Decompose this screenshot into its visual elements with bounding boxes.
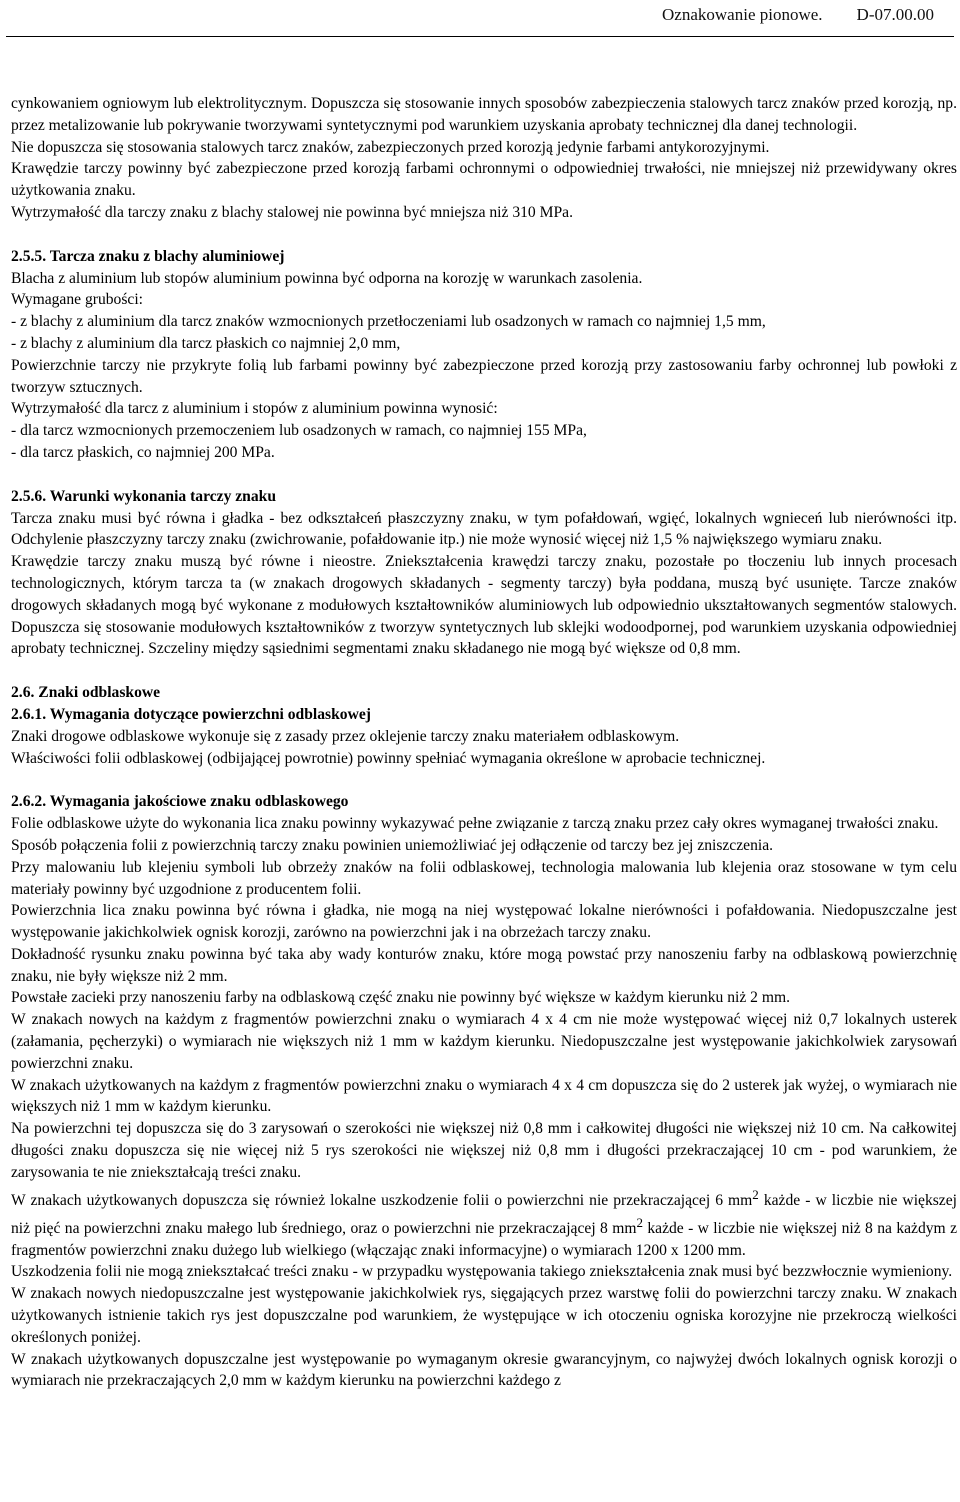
paragraph: Wytrzymałość dla tarcz z aluminium i stopów z aluminium powinna wynosić: xyxy=(11,400,498,418)
section-heading: 2.5.5. Tarcza znaku z blachy aluminiowej xyxy=(11,247,285,265)
paragraph: Nie dopuszcza się stosowania stalowych tarcz znaków, zabezpieczonych przed korozją jedynie farbami antykorozyjnymi. xyxy=(11,138,770,156)
paragraph: W znakach nowych niedopuszczalne jest występowanie jakichkolwiek rys, sięgających przez warstwę folii do powierzchni tarczy znaku. W znakach użytkowanych istnienie takich rys jest dopuszczalne pod warunkiem, że występujące w ich otoczeniu ogniska korozyjne nie przekroczą wielkości określonych poniżej. xyxy=(11,1285,957,1346)
paragraph: Blacha z aluminium lub stopów aluminium powinna być odporna na korozję w warunkach zasolenia. xyxy=(11,269,643,287)
paragraph: W znakach nowych na każdym z fragmentów powierzchni znaku o wymiarach 4 x 4 cm nie może występować więcej niż 0,7 lokalnych usterek (załamania, pęcherzyki) o wymiarach nie większych niż 1 mm w każdym kierunku. Niedopuszczalne jest występowanie jakichkolwiek zarysowań powierzchni znaku. xyxy=(11,1011,957,1072)
list-item: - z blachy z aluminium dla tarcz znaków wzmocnionych przetłoczeniami lub osadzonych w ramach co najmniej 1,5 mm, xyxy=(11,313,766,331)
paragraph: Sposób połączenia folii z powierzchnią tarczy znaku powinien uniemożliwiać jej odłączenie od tarczy bez jej zniszczenia. xyxy=(11,836,774,854)
paragraph: Wymagane grubości: xyxy=(11,291,143,309)
list-item: - dla tarcz wzmocnionych przemoczeniem lub osadzonych w ramach, co najmniej 155 MPa, xyxy=(11,422,587,440)
paragraph: Właściwości folii odblaskowej (odbijającej powrotnie) powinny spełniać wymagania określone w aprobacie technicznej. xyxy=(11,749,766,767)
section-heading: 2.5.6. Warunki wykonania tarczy znaku xyxy=(11,487,277,505)
superscript: 2 xyxy=(636,1214,643,1230)
paragraph: cynkowaniem ogniowym lub elektrolitycznym. Dopuszcza się stosowanie innych sposobów zabezpieczenia stalowych tarcz znaków przed korozją, np. przez metalizowanie lub pokrywanie tworzywami syntetycznymi pod warunkiem uzyskania aprobaty technicznej dla danej technologii. xyxy=(11,95,957,134)
paragraph: Na powierzchni tej dopuszcza się do 3 zarysowań o szerokości nie większej niż 0,8 mm i całkowitej długości nie większej niż 10 cm. Na całkowitej długości znaku dopuszcza się nie więcej niż 5 rys szerokości nie większej niż 0,8 mm i długości przekraczającej 10 cm - pod warunkiem, że zarysowania te nie zniekształcają treści znaku. xyxy=(11,1120,957,1181)
paragraph: Uszkodzenia folii nie mogą zniekształcać treści znaku - w przypadku występowania takiego zniekształcenia znak musi być bezzwłocznie wymieniony. xyxy=(11,1263,953,1281)
paragraph: Tarcza znaku musi być równa i gładka - bez odkształceń płaszczyzny znaku, w tym pofałdowań, wgięć, lokalnych wgnieceń lub nierówności itp. Odchylenie płaszczyzny tarczy znaku (zwichrowanie, pofałdowanie itp.) nie może wynosić więcej niż 1,5 % największego wymiaru znaku. xyxy=(11,509,957,549)
paragraph: W znakach użytkowanych dopuszczalne jest występowanie po wymaganym okresie gwarancyjnym, co najwyżej dwóch lokalnych ognisk korozji o wymiarach nie przekraczających 2,0 mm w każdym kierunku na powierzchni każdego z xyxy=(11,1350,957,1390)
paragraph: Dokładność rysunku znaku powinna być taka aby wady konturów znaku, które mogą powstać przy nanoszeniu farby na odblaskową powierzchnię znaku, nie były większe niż 2 mm. xyxy=(11,945,957,985)
section-heading: 2.6. Znaki odblaskowe xyxy=(11,684,161,702)
paragraph: Krawędzie tarczy powinny być zabezpieczone przed korozją farbami ochronnymi o odpowiedniej trwałości, nie mniejszej niż przewidywany okres użytkowania znaku. xyxy=(11,160,957,200)
paragraph: Folie odblaskowe użyte do wykonania lica znaku powinny wykazywać pełne związanie z tarczą znaku przez cały okres wymaganej trwałości znaku. xyxy=(11,815,939,833)
document-code: D-07.00.00 xyxy=(856,5,934,24)
text-run: każde - w liczbie nie większej niż 8 na każdym z fragmentów powierzchni znaku dużego lub wielkiego (włączając znaki informacyjne) o wymiarach 1200 x 1200 mm. xyxy=(11,1219,957,1259)
paragraph: Wytrzymałość dla tarczy znaku z blachy stalowej nie powinna być mniejsza niż 310 MPa. xyxy=(11,203,573,221)
paragraph: Krawędzie tarczy znaku muszą być równe i nieostre. Zniekształcenia krawędzi tarczy znaku, pozostałe po tłoczeniu lub innych procesach technologicznych, którym tarcza ta (w znakach drogowych składanych - segmenty tarczy) była poddana, muszą być usunięte. Tarcze znaków drogowych składanych mogą być wykonane z modułowych kształtowników aluminiowych lub odpowiednio ukształtowanych segmentów stalowych. Dopuszcza się stosowanie modułowych kształtowników z tworzyw syntetycznych lub sklejki wodoodpornej, pod warunkiem uzyskania odpowiedniej aprobaty technicznej. Szczeliny między sąsiednimi segmentami znaku składanego nie mogą być większe od 0,8 mm. xyxy=(11,553,957,658)
paragraph xyxy=(11,1184,957,1262)
page-header xyxy=(662,4,934,26)
paragraph: Powierzchnie tarczy nie przykryte folią lub farbami powinny być zabezpieczone przed korozją przy zastosowaniu farby ochronnej lub powłoki z tworzyw sztucznych. xyxy=(11,356,957,396)
paragraph: Przy malowaniu lub klejeniu symboli lub obrzeży znaków na folii odblaskowej, technologia malowania lub klejenia oraz stosowane w tym celu materiały powinny być uzgodnione z producentem folii. xyxy=(11,858,957,898)
subsection-heading: 2.6.1. Wymagania dotyczące powierzchni odblaskowej xyxy=(11,705,371,723)
header-rule xyxy=(6,36,954,37)
paragraph: Powstałe zacieki przy nanoszeniu farby na odblaskową część znaku nie powinny być większe w każdym kierunku niż 2 mm. xyxy=(11,989,791,1007)
document-body xyxy=(11,93,957,1392)
list-item: - dla tarcz płaskich, co najmniej 200 MPa. xyxy=(11,443,275,461)
paragraph: Powierzchnia lica znaku powinna być równa i gładka, nie mogą na niej występować lokalne nierówności i pofałdowania. Niedopuszczalne jest występowanie jakichkolwiek ognisk korozji, zarówno na powierzchni jak i na obrzeżach tarczy znaku. xyxy=(11,902,957,942)
subsection-heading: 2.6.2. Wymagania jakościowe znaku odblaskowego xyxy=(11,793,349,811)
text-run: W znakach użytkowanych dopuszcza się również lokalne uszkodzenie folii o powierzchni nie przekraczającej 6 mm xyxy=(11,1191,753,1209)
text-run: każde - w liczbie nie większej niż pięć na powierzchni znaku małego lub średniego, oraz o powierzchni nie przekraczającej 8 mm xyxy=(11,1191,957,1237)
list-item: - z blachy z aluminium dla tarcz płaskich co najmniej 2,0 mm, xyxy=(11,334,401,352)
paragraph: Znaki drogowe odblaskowe wykonuje się z zasady przez oklejenie tarczy znaku materiałem odblaskowym. xyxy=(11,727,680,745)
superscript: 2 xyxy=(752,1186,759,1202)
paragraph: W znakach użytkowanych na każdym z fragmentów powierzchni znaku o wymiarach 4 x 4 cm dopuszcza się do 2 usterek jak wyżej, o wymiarach nie większych niż 1 mm w każdym kierunku. xyxy=(11,1076,957,1116)
document-title: Oznakowanie pionowe. xyxy=(662,5,823,24)
